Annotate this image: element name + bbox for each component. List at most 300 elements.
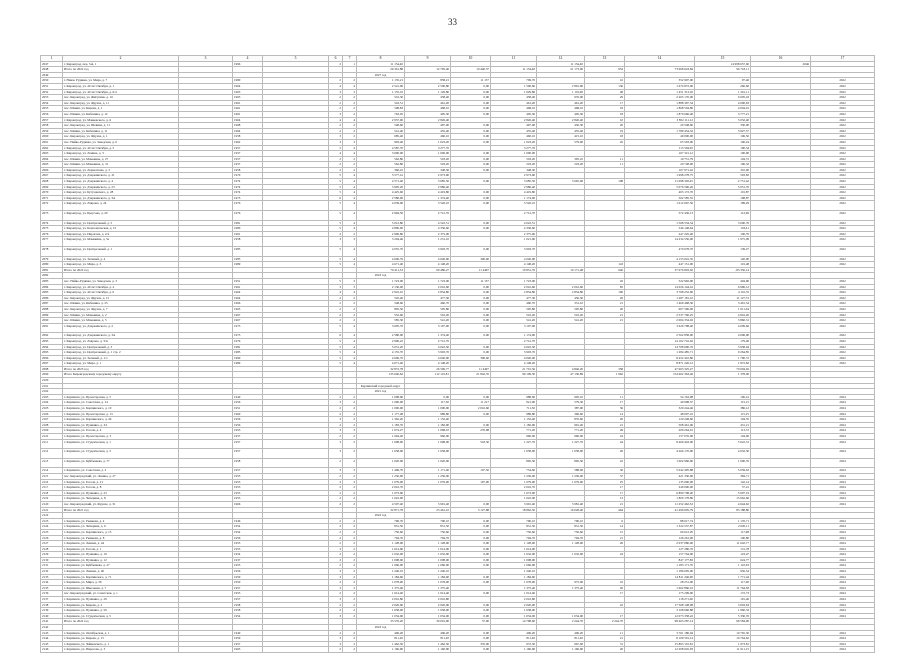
table-cell: 4 — [343, 350, 357, 356]
table-cell: 2111 — [41, 439, 63, 449]
table-cell: 330,00 — [695, 123, 751, 129]
table-cell: 1 182,90 — [405, 422, 451, 428]
table-cell: 14 798,60 — [491, 619, 537, 625]
table-cell: 3 107,00 — [491, 323, 537, 333]
table-cell: 2024 — [811, 479, 875, 485]
table-cell: 1 014,40 — [405, 591, 451, 597]
table-cell: 1 014,40 — [491, 591, 537, 597]
table-cell: г. Карпинск, ул. Гоголя, д. 4 — [63, 428, 179, 434]
table-cell: 2022 — [811, 220, 875, 226]
table-cell: 2 — [343, 128, 357, 134]
table-cell: г. Карпинск, ул. Советская, д. 14 — [63, 400, 179, 406]
table-cell: 461,20 — [491, 100, 537, 106]
table-cell: 2024 — [811, 647, 875, 653]
table-cell: 131,78 — [695, 546, 751, 552]
table-cell: 4 522,51 — [405, 220, 451, 226]
table-cell: 847 177,83 — [625, 557, 695, 563]
table-cell: 2022 — [811, 278, 875, 284]
table-cell: 1 110,93 — [695, 563, 751, 569]
table-cell: 4 266 170,00 — [625, 449, 695, 459]
table-cell: 831,50 — [491, 524, 537, 530]
table-cell: пос. Кировградский, ул. Фрунзе, д. 31 — [63, 501, 179, 507]
table-cell: 2 — [343, 458, 357, 468]
table-cell: г. Карпинск, ул. Рыжкова, д. 4 — [63, 518, 179, 524]
table-cell: 1 066,00 — [491, 563, 537, 569]
table-cell: 2 — [329, 78, 343, 84]
table-cell: 12 208 045,93 — [625, 647, 695, 653]
table-cell: 331,10 — [537, 301, 585, 307]
table-cell — [263, 323, 329, 333]
table-cell: 8 871 226,12 — [625, 361, 695, 367]
table-cell: 3 938,04 — [695, 344, 751, 350]
table-cell: 2 265 170,00 — [625, 95, 695, 101]
table-cell: 1958 — [233, 237, 263, 247]
table-cell: 143 — [585, 262, 625, 268]
table-cell: 3 401,54 — [695, 301, 751, 307]
table-cell: 2022 — [811, 323, 875, 333]
table-cell: 1 073,00 — [491, 490, 537, 496]
table-cell: 2027 год — [357, 72, 405, 78]
table-cell: 4 — [343, 262, 357, 268]
table-cell: пос. Нейво-Рудянка, ул. Заводская, д. 3 — [63, 278, 179, 284]
table-cell: 1 462,50 — [405, 641, 451, 647]
table-cell: 16 028,40 — [537, 507, 585, 513]
table-cell: 2131 — [41, 563, 63, 569]
table-cell: 2113 — [41, 458, 63, 468]
table-cell: 0,00 — [451, 301, 491, 307]
table-cell: 1 462,50 — [357, 641, 405, 647]
table-cell: 2 — [329, 580, 343, 586]
table-cell: 16 — [585, 78, 625, 84]
table-cell: 2118 — [41, 490, 63, 496]
table-cell: 1 182,90 — [491, 422, 537, 428]
table-cell: 20 748,00 — [625, 162, 695, 168]
table-cell: г. Карпинск, ул. Чичерина, д. 6 — [63, 524, 179, 530]
table-cell: 2 — [329, 490, 343, 496]
table-cell: 2 016,60 — [537, 284, 585, 290]
table-cell: 2 016,80 — [357, 597, 405, 603]
table-cell: 0,00 — [451, 501, 491, 507]
table-cell: 497,00 — [405, 123, 451, 129]
table-cell: 1957 — [233, 449, 263, 459]
table-cell: 1 870 666,40 — [625, 111, 695, 117]
table-cell: 99 109,50 — [491, 372, 537, 378]
table-cell: 17 — [585, 613, 625, 619]
table-cell: 3 — [329, 546, 343, 552]
table-cell: 1964 — [233, 117, 263, 123]
table-cell: 2024 — [811, 641, 875, 647]
table-cell: 3 768 252,00 — [625, 290, 695, 296]
table-cell: 107 971,42 — [625, 167, 695, 173]
table-cell: 1965 — [233, 306, 263, 312]
table-cell: 3 — [329, 468, 343, 474]
table-cell: 2138 — [41, 602, 63, 608]
table-cell: 967,00 — [537, 641, 585, 647]
table-cell: 4 148,20 — [491, 361, 537, 367]
table-cell: 5 — [329, 361, 343, 367]
table-cell: 1974 — [233, 184, 263, 190]
table-cell: 2109 — [41, 428, 63, 434]
table-cell: 4 644,62 — [695, 501, 751, 507]
table-cell: 4 — [343, 290, 357, 296]
table-cell: 2 — [343, 563, 357, 569]
table-cell: 2 — [329, 434, 343, 440]
table-cell: 2022 — [811, 247, 875, 257]
table-cell: 3 — [329, 428, 343, 434]
table-cell: 2022 — [811, 89, 875, 95]
table-cell — [263, 458, 329, 468]
table-cell: 1973 — [233, 195, 263, 201]
table-cell: 1985 — [233, 247, 263, 257]
table-cell: 2024 — [811, 546, 875, 552]
table-cell: 2143 — [41, 630, 63, 636]
table-cell: 15 893 101,81 — [625, 641, 695, 647]
table-cell: 461,20 — [537, 100, 585, 106]
table-cell: 1981 — [233, 344, 263, 350]
table-cell: 3 — [329, 400, 343, 406]
table-cell: 0,00 — [451, 580, 491, 586]
table-cell: 2049 — [41, 72, 63, 78]
table-cell: 0,00 — [451, 195, 491, 201]
table-cell: 3 — [329, 284, 343, 290]
table-cell: пос. Кировградский, ул. Ленина, д. 27 — [63, 473, 179, 479]
table-cell — [585, 323, 625, 333]
table-cell: 6 — [329, 195, 343, 201]
table-cell: 2077 — [41, 237, 63, 247]
table-cell: Итого по 2021 год — [63, 507, 179, 513]
table-cell: 3 277,70 — [491, 145, 537, 151]
table-cell: 1 888 397,54 — [625, 100, 695, 106]
table-cell: 1 236,00 — [491, 473, 537, 479]
table-cell — [537, 201, 585, 211]
table-cell: 28 251,00 — [625, 580, 695, 586]
table-cell: 2 620,11 — [695, 524, 751, 530]
table-cell: 2 712,70 — [491, 338, 537, 344]
table-cell: 2 826,40 — [405, 117, 451, 123]
table-cell: 14 998 657,60 — [695, 61, 751, 67]
table-cell: 794,70 — [537, 535, 585, 541]
table-cell: 640 — [585, 267, 625, 273]
table-cell: г. Карпинск, ул. Рыжкова, д. 8 — [63, 535, 179, 541]
table-cell: 6 — [329, 333, 343, 339]
table-cell: 0,00 — [451, 636, 491, 642]
table-cell: 508 461,06 — [625, 422, 695, 428]
table-cell: 2 826,40 — [537, 117, 585, 123]
table-cell: 1 568 534,54 — [625, 220, 695, 226]
table-cell: 0,00 — [451, 134, 491, 140]
table-cell: 2 — [343, 490, 357, 496]
table-cell: 1 723,00 — [357, 278, 405, 284]
table-cell: 2 — [343, 630, 357, 636]
table-cell: 1967 — [233, 318, 263, 324]
table-cell: 1 608,00 — [405, 439, 451, 449]
column-number: 17 — [811, 56, 875, 62]
table-cell: 11 154,40 — [357, 61, 405, 67]
column-number: 9 — [405, 56, 451, 62]
table-cell: 2146 — [41, 647, 63, 653]
table-cell: 1937 — [233, 557, 263, 563]
table-cell: 2 986,40 — [405, 184, 451, 190]
table-cell: 2024 — [811, 406, 875, 412]
table-cell: г. Карпинск, ул. Студенческая, д. 1 — [63, 439, 179, 449]
table-cell: 1 240,10 — [405, 569, 451, 575]
table-cell: 2063 — [41, 151, 63, 157]
table-cell: г. Карпинск, ул. Гоголя, д. 1 — [63, 546, 179, 552]
table-cell: 1 014,00 — [491, 546, 537, 552]
table-cell: 579,00 — [537, 139, 585, 145]
table-cell: 5 042 405,88 — [625, 468, 695, 474]
table-cell: 1957 — [233, 151, 263, 157]
table-cell: 2 500,80 — [405, 83, 451, 89]
table-cell: 4 600,76 — [357, 256, 405, 262]
table-cell: 1961 — [233, 231, 263, 237]
table-cell: 2 — [329, 167, 343, 173]
table-cell: 2 136,00 — [357, 284, 405, 290]
table-cell: 2 973,90 — [405, 173, 451, 179]
table-cell: 11 4497 — [451, 366, 491, 372]
table-cell: 3 — [343, 237, 357, 247]
table-cell: 1 066,00 — [405, 563, 451, 569]
table-cell: 2102 — [41, 389, 63, 395]
table-cell: 49 — [585, 428, 625, 434]
table-cell: пос. Кировград, ул. Фрунзе, д. 11 — [63, 100, 179, 106]
table-cell: Карпинский городской округ — [357, 383, 405, 389]
table-cell: Итого по 2022 год — [63, 267, 179, 273]
table-cell — [537, 323, 585, 333]
table-cell: 2 020,00 — [405, 602, 451, 608]
table-cell: 2 — [329, 312, 343, 318]
table-cell: 117,30 — [405, 400, 451, 406]
table-cell: 1 058,00 — [491, 608, 537, 614]
table-cell: 396,60 — [537, 411, 585, 417]
table-cell: 2 — [343, 608, 357, 614]
table-cell: 4 571,40 — [357, 179, 405, 185]
table-cell: 954 — [585, 67, 625, 73]
column-number: 7 — [343, 56, 357, 62]
table-cell: 395,10 — [537, 156, 585, 162]
table-cell: 1954 — [233, 524, 263, 530]
table-cell: 14 — [585, 411, 625, 417]
table-cell: 2052 — [41, 89, 63, 95]
table-cell: 1959 — [233, 636, 263, 642]
table-cell: 2123 — [41, 518, 63, 524]
table-cell — [451, 237, 491, 247]
table-cell: 2073 — [41, 211, 63, 221]
table-cell: г. Карпинск, ул. Октябрьская, д. 1 — [63, 630, 179, 636]
table-cell: 2024 — [811, 585, 875, 591]
table-cell: 40 998,37 — [625, 400, 695, 406]
table-cell: 1953 — [233, 428, 263, 434]
table-cell: г. Карпинск, ул. Пушкина, д. 12 — [63, 557, 179, 563]
table-cell: 2060 — [41, 134, 63, 140]
table-cell: 4 148,20 — [405, 361, 451, 367]
table-cell: 2 — [343, 518, 357, 524]
table-cell: 685,40 — [357, 134, 405, 140]
table-cell: 112 101,81 — [405, 372, 451, 378]
table-cell: 154 602 363,46 — [625, 372, 695, 378]
table-cell: 2024 — [811, 529, 875, 535]
table-cell: 3 761 180,04 — [625, 630, 695, 636]
table-cell: 175 209,00 — [625, 591, 695, 597]
table-cell: 508,83 — [357, 106, 405, 112]
table-cell: 4 032,30 — [695, 449, 751, 459]
table-cell: 127 280,70 — [625, 546, 695, 552]
table-cell: 1957 — [233, 162, 263, 168]
table-cell: 771,20 — [491, 428, 537, 434]
table-cell: 3 127,88 — [451, 507, 491, 513]
table-cell: 10 171,48 — [537, 267, 585, 273]
table-cell: 593,82 — [695, 173, 751, 179]
table-cell: 4 116,76 — [695, 290, 751, 296]
table-cell: 2022 — [811, 318, 875, 324]
table-cell: 2092 — [41, 333, 63, 339]
table-cell: 0,00 — [451, 323, 491, 333]
table-cell: 754,60 — [491, 468, 537, 474]
table-cell: 4 039,00 — [357, 201, 405, 211]
table-cell: 2024 — [811, 428, 875, 434]
table-cell: 516,20 — [491, 312, 537, 318]
table-cell: 2 562 858,00 — [625, 333, 695, 339]
table-cell: 2024 — [811, 557, 875, 563]
table-cell: 2 — [343, 449, 357, 459]
table-cell: 1 183,70 — [357, 422, 405, 428]
table-cell — [537, 247, 585, 257]
table-cell: 0,00 — [451, 128, 491, 134]
table-cell: 2122 — [41, 513, 63, 519]
table-cell: 1 186 005,00 — [625, 569, 695, 575]
table-cell: 2126 — [41, 535, 63, 541]
table-cell: Итого по 2023 год — [63, 366, 179, 372]
table-cell: 1985 — [233, 256, 263, 262]
table-cell: г. Карпинск, ул. Гоголя, д. 21 — [63, 479, 179, 485]
table-cell: 3 — [329, 636, 343, 642]
table-cell: 4 155,70 — [357, 350, 405, 356]
table-cell: г. Карпинск, ул. Пушкина, д. 23 — [63, 490, 179, 496]
table-cell: 2089 — [41, 312, 63, 318]
table-cell: 2 834,80 — [405, 290, 451, 296]
table-cell: 106,50 — [695, 134, 751, 140]
table-cell: 2072 — [41, 201, 63, 211]
table-cell: 2124 — [41, 524, 63, 530]
table-cell: 2141 — [41, 619, 63, 625]
table-cell: -83 350,14 — [695, 267, 751, 273]
table-cell — [179, 237, 233, 247]
table-cell: 2 537 760,25 — [625, 312, 695, 318]
table-cell: 348,30 — [491, 167, 537, 173]
table-cell: 11 154,40 — [491, 67, 537, 73]
column-number: 10 — [451, 56, 491, 62]
table-cell: 2 — [343, 552, 357, 558]
table-cell: 1 034,00 — [405, 613, 451, 619]
table-cell: 1 058,00 — [357, 449, 405, 459]
table-cell: г. Кировград, ул. Центральный, д. 1 стр. 2 — [63, 350, 179, 356]
table-cell: 2 — [329, 106, 343, 112]
table-cell: 370,00 — [451, 641, 491, 647]
table-cell: 0,00 — [451, 535, 491, 541]
table-cell: 2024 — [811, 563, 875, 569]
table-cell: 1956 — [233, 569, 263, 575]
table-cell: 2024 — [811, 602, 875, 608]
table-cell: 2 — [343, 312, 357, 318]
table-cell: 3 277,70 — [405, 145, 451, 151]
table-cell: 2 — [343, 529, 357, 535]
table-cell: 2023 год — [357, 273, 405, 279]
table-cell: 4 040,00 — [405, 355, 451, 361]
table-cell: 2071 — [41, 195, 63, 201]
table-cell: 29 361,88 — [357, 67, 405, 73]
table-cell: 2022 — [811, 312, 875, 318]
table-cell: 21 — [585, 501, 625, 507]
table-cell: 3 685,50 — [491, 179, 537, 185]
table-cell: 2 834,80 — [537, 290, 585, 296]
table-cell: 4 055,70 — [357, 247, 405, 257]
table-cell: 2022 год — [357, 513, 405, 519]
table-cell: 3 981,40 — [537, 501, 585, 507]
table-cell: 1953 — [233, 546, 263, 552]
table-cell: 3 665,00 — [537, 179, 585, 185]
table-cell: 17 — [585, 485, 625, 491]
table-cell: 1 674 872,00 — [625, 83, 695, 89]
table-cell: 2076 — [41, 231, 63, 237]
table-cell: 1 790,72 — [695, 355, 751, 361]
table-cell: 0,00 — [451, 411, 491, 417]
table-cell: 2048 — [41, 67, 63, 73]
table-cell: 2 — [329, 123, 343, 129]
table-cell: 0,00 — [451, 123, 491, 129]
table-cell: 1 152,40 — [491, 417, 537, 423]
table-cell: 2086 — [41, 295, 63, 301]
table-cell: г. Кировград, ул. Мира, д. 1 — [63, 361, 179, 367]
table-cell: 1 066,00 — [357, 563, 405, 569]
table-cell: 1953 — [233, 563, 263, 569]
table-cell: 101,48 — [695, 262, 751, 268]
table-cell: 1959 — [233, 574, 263, 580]
table-cell — [263, 449, 329, 459]
table-cell: 1 008,00 — [405, 557, 451, 563]
table-cell: г. Карпинск, ул. Чичерина, д. 8 — [63, 496, 179, 502]
table-row — [41, 647, 875, 653]
table-cell — [179, 201, 233, 211]
table-cell: 112,96 — [695, 211, 751, 221]
table-cell: 2144 — [41, 636, 63, 642]
table-cell: 1956 — [233, 417, 263, 423]
table-cell: 495,30 — [405, 111, 451, 117]
table-cell: г. Кировград, ул. Бреусова, д. 29 — [63, 211, 179, 221]
table-cell: 545,40 — [357, 295, 405, 301]
table-cell: 1964 — [233, 295, 263, 301]
table-cell: 1961 — [233, 100, 263, 106]
table-cell: 5 — [329, 211, 343, 221]
table-cell: 2024 — [811, 490, 875, 496]
table-cell: 546 148,64 — [625, 226, 695, 232]
table-cell: 6 005,43 — [695, 95, 751, 101]
table-cell: 3 — [329, 449, 343, 459]
table-cell: 1962 — [233, 139, 263, 145]
table-cell: 1 079,00 — [537, 479, 585, 485]
table-cell: 2 — [343, 394, 357, 400]
table-cell: 113,72 — [695, 428, 751, 434]
table-cell: 1964 — [233, 83, 263, 89]
table-cell: г. Кировград, ул. 40 лет Октября, д. 1 — [63, 83, 179, 89]
table-cell: 4 — [343, 361, 357, 367]
table-cell: 2074 — [41, 220, 63, 226]
table-cell: 2056 — [41, 111, 63, 117]
table-cell: 0,00 — [451, 630, 491, 636]
table-cell: 123,47 — [695, 552, 751, 558]
table-cell: 5 051,70 — [695, 184, 751, 190]
column-number: 15 — [695, 56, 751, 62]
table-cell: 2096 — [41, 355, 63, 361]
